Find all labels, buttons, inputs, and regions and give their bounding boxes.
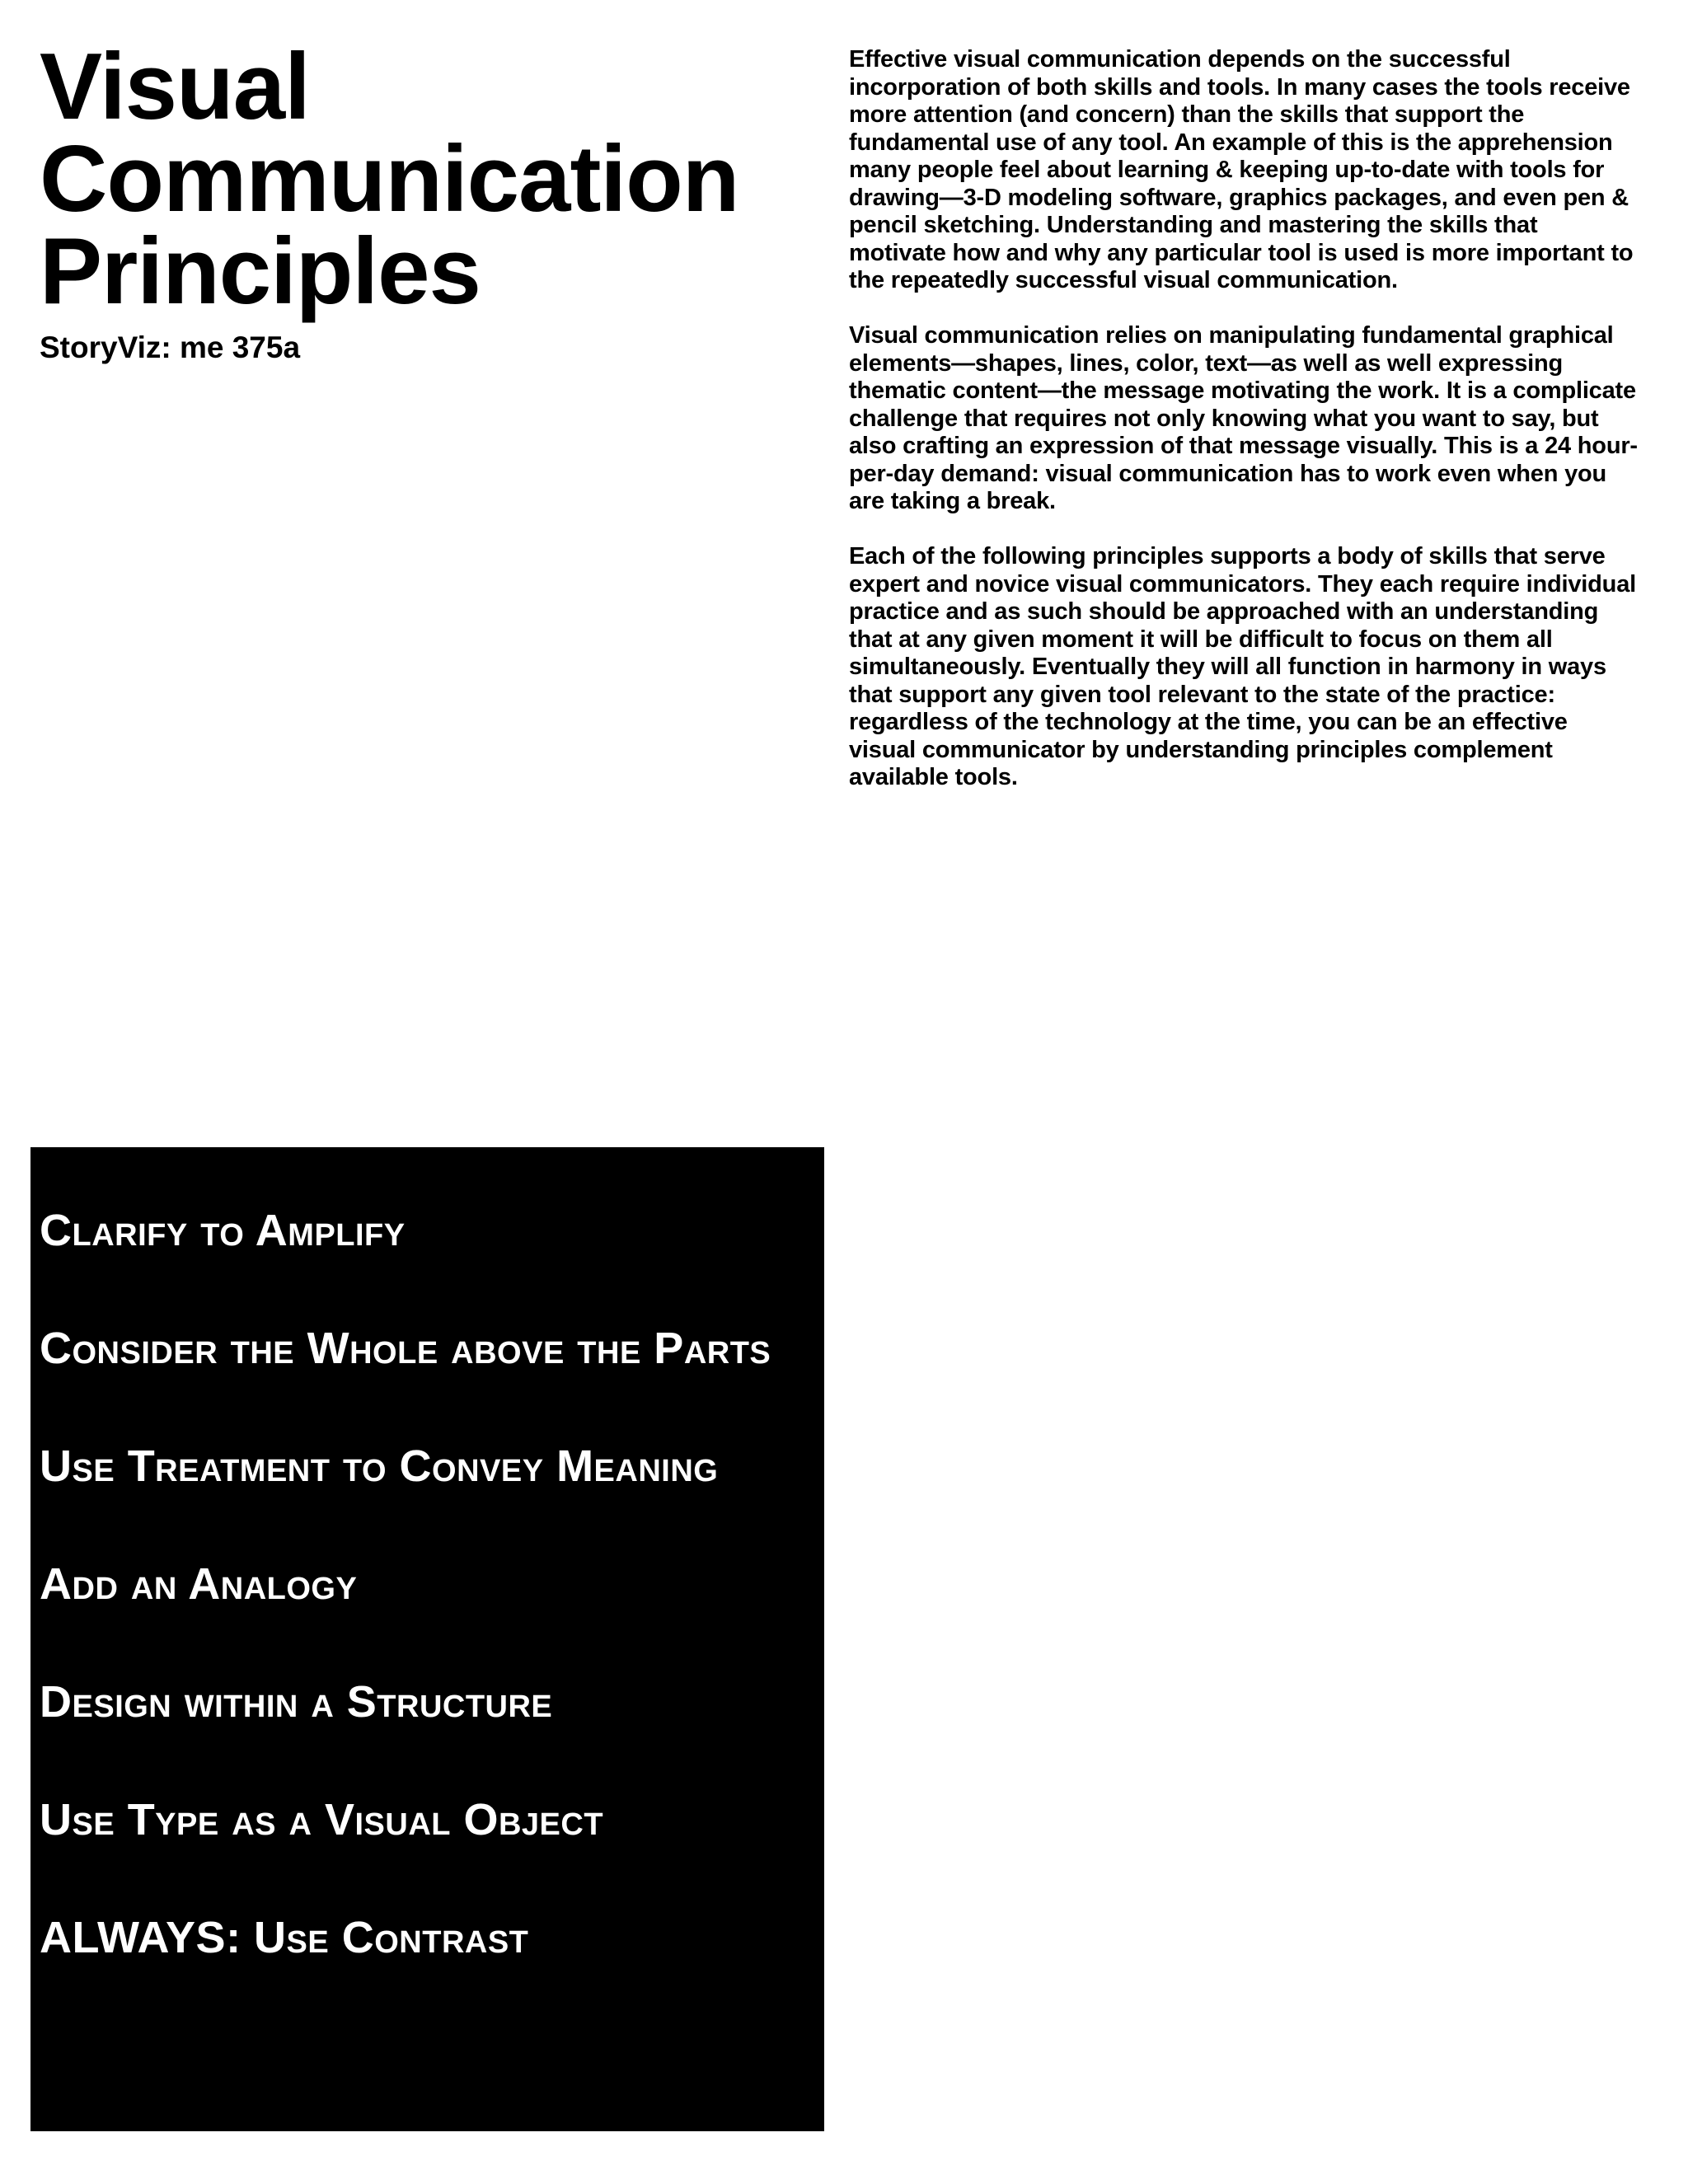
intro-paragraph-3: Each of the following principles supports a body of skills that serve expert and novice visual communicators. They each require individual practice and as such should be approached with an understanding that at any given moment it will be difficult to focus on them all simultaneously. Eventually they will all function in harmony in ways that support any given tool relevant to the state of the practice: regardless of the technology at the time, you can be an effective visual communicator by understanding principles complement available tools. (849, 543, 1636, 790)
principles-panel (30, 1147, 824, 2131)
page-title-line-2: Communication (40, 127, 739, 232)
intro-text (849, 46, 1640, 819)
page-header (40, 35, 781, 366)
principle-clarify-to-amplify: Clarify to Amplify (40, 1206, 406, 1255)
page-title-line-3: Principles (40, 219, 481, 324)
principle-consider-the-whole: Consider the Whole above the Parts (40, 1324, 771, 1373)
principle-use-type-as-visual-object: Use Type as a Visual Object (40, 1795, 604, 1844)
page-title-line-1: Visual (40, 35, 310, 139)
principle-use-treatment: Use Treatment to Convey Meaning (40, 1441, 719, 1491)
principle-design-within-structure: Design within a Structure (40, 1677, 553, 1727)
principle-always-use-contrast: ALWAYS: Use Contrast (40, 1913, 529, 1962)
principle-add-an-analogy: Add an Analogy (40, 1559, 358, 1609)
intro-paragraph-2: Visual communication relies on manipulating fundamental graphical elements—shapes, lines, color, text—as well as well expressing thematic content—the message motivating the work. It is a complicate challenge that requires not only knowing what you want to say, but also crafting an expression of that message visually. This is a 24 hour-per-day demand: visual communication has to work even when you are taking a break. (849, 322, 1638, 514)
intro-paragraph-1: Effective visual communication depends on the successful incorporation of both skills and tools. In many cases the tools receive more attention (and concern) than the skills that support the fundamental use of any tool. An example of this is the apprehension many people feel about learning & keeping up-to-date with tools for drawing—3-D modeling software, graphics packages, and even pen & pencil sketching. Understanding and mastering the skills that motivate how and why any particular tool is used is more important to the repeatedly successful visual communication. (849, 46, 1634, 293)
course-subtitle: StoryViz: me 375a (40, 330, 301, 364)
